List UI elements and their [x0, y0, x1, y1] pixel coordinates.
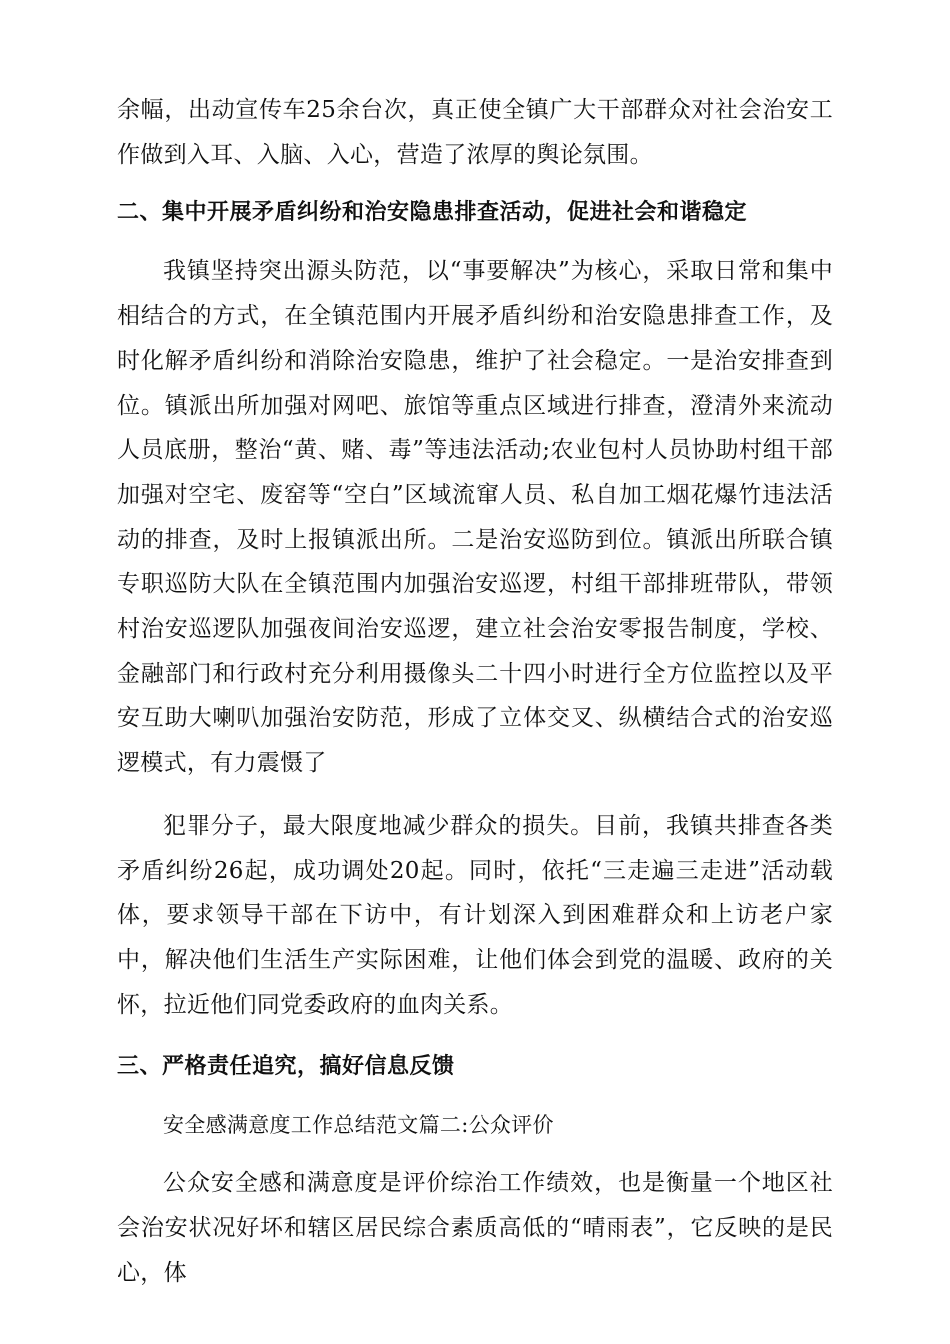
paragraph-section-two-a: 我镇坚持突出源头防范，以“事要解决”为核心，采取日常和集中相结合的方式，在全镇范围内开展矛盾纠纷和治安隐患排查工作，及时化解矛盾纠纷和消除治安隐患，维护了社会稳定。一是治安排查到位。镇派出所加强对网吧、旅馆等重点区域进行排查，澄清外来流动人员底册，整治“黄、赌、毒”等违法活动;农业包村人员协助村组干部加强对空宅、废窑等“空白”区域流窜人员、私自加工烟花爆竹违法活动的排查，及时上报镇派出所。二是治安巡防到位。镇派出所联合镇专职巡防大队在全镇范围内加强治安巡逻，村组干部排班带队，带领村治安巡逻队加强夜间治安巡逻，建立社会治安零报告制度，学校、金融部门和行政村充分利用摄像头二十四小时进行全方位监控以及平安互助大喇叭加强治安防范，形成了立体交叉、纵横结合式的治安巡逻模式，有力震慑了 [117, 258, 833, 777]
spacer [117, 786, 833, 804]
paragraph-final: 公众安全感和满意度是评价综治工作绩效，也是衡量一个地区社会治安状况好坏和辖区居民综合素质高低的“晴雨表”，它反映的是民心，体 [117, 1170, 833, 1286]
article-subtitle: 安全感满意度工作总结范文篇二:公众评价 [163, 1113, 554, 1138]
paragraph-section-two-b: 犯罪分子，最大限度地减少群众的损失。目前，我镇共排查各类矛盾纠纷26起，成功调处20起。同时，依托“三走遍三走进”活动载体，要求领导干部在下访中，有计划深入到困难群众和上访老户家中，解决他们生活生产实际困难，让他们体会到党的温暖、政府的关怀，拉近他们同党委政府的血肉关系。 [117, 812, 833, 1018]
section-heading-two: 二、集中开展矛盾纠纷和治安隐患排查活动，促进社会和谐稳定 [117, 200, 748, 226]
spacer [117, 177, 833, 191]
spacer [117, 1089, 833, 1103]
paragraph-intro: 余幅，出动宣传车25余台次，真正使全镇广大干部群众对社会治安工作做到入耳、入脑、入心，营造了浓厚的舆论氛围。 [117, 97, 833, 168]
spacer [117, 235, 833, 249]
section-heading-three: 三、严格责任追究，搞好信息反馈 [117, 1054, 455, 1080]
spacer [117, 1147, 833, 1161]
spacer [117, 1027, 833, 1045]
document-body [117, 88, 833, 1295]
